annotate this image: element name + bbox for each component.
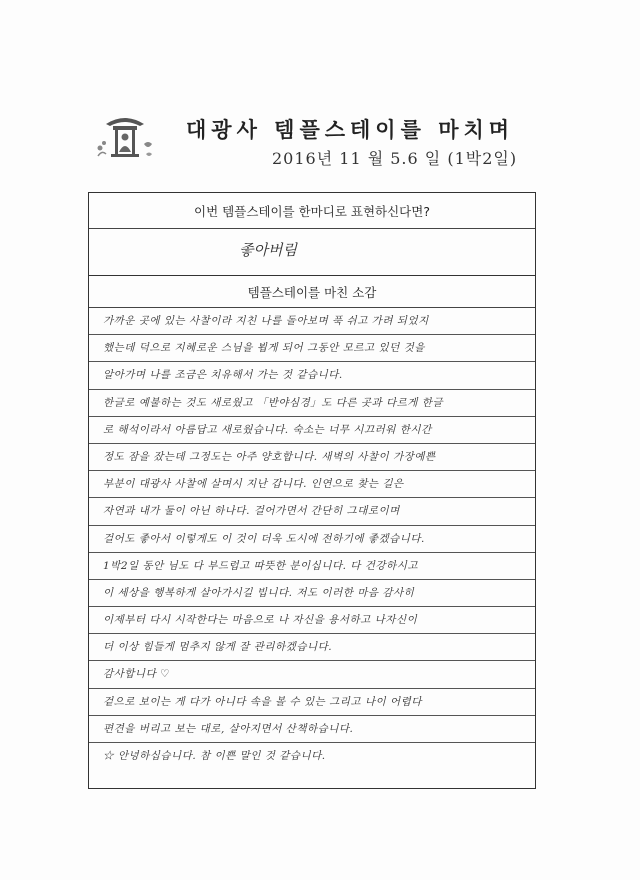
- reflection-line: 정도 잠을 잤는데 그정도는 아주 양호합니다. 새벽의 사찰이 가장예쁜: [89, 444, 535, 471]
- temple-logo: [94, 110, 156, 166]
- reflection-line: 편견을 버리고 보는 대로, 살아지면서 산책하습니다.: [89, 716, 535, 743]
- reflection-line: 한글로 예불하는 것도 새로웠고 「반야심경」도 다른 곳과 다르게 한글: [89, 390, 535, 417]
- reflection-line: 감사합니다 ♡: [89, 661, 535, 688]
- reflection-line: 자연과 내가 둘이 아닌 하나다. 걸어가면서 간단히 그대로이며: [89, 498, 535, 525]
- reflection-line: 이 세상을 행복하게 살아가시길 빕니다. 저도 이러한 마음 감사히: [89, 580, 535, 607]
- reflection-line: ☆ 안녕하십습니다. 참 이쁜 말인 것 같습니다.: [103, 750, 326, 762]
- answer-text: 좋아버림: [239, 241, 297, 259]
- question-label: 이번 템플스테이를 한마디로 표현하신다면?: [89, 193, 535, 229]
- reflection-label: 템플스테이를 마친 소감: [89, 276, 535, 308]
- reflection-line: 걸어도 좋아서 이렇게도 이 것이 더욱 도시에 전하기에 좋겠습니다.: [89, 526, 535, 553]
- stay-date: 2016년 11 월 5.6 일 (1박2일): [272, 149, 518, 168]
- reflection-line: 겉으로 보이는 게 다가 아니다 속을 볼 수 있는 그리고 나이 어렵다: [89, 689, 535, 716]
- answer-field: [89, 229, 535, 276]
- reflection-line: 로 해석이라서 아름답고 새로웠습니다. 숙소는 너무 시끄러워 한시간: [89, 417, 535, 444]
- page-title: 대광사 템플스테이를 마치며: [186, 118, 515, 142]
- reflection-lines: [89, 308, 535, 770]
- reflection-line: 알아가며 나를 조금은 치유해서 가는 것 같습니다.: [89, 362, 535, 389]
- reflection-line: 1박2일 동안 님도 다 부드럽고 따뜻한 분이십니다. 다 건강하시고: [89, 553, 535, 580]
- reflection-line: 이제부터 다시 시작한다는 마음으로 나 자신을 용서하고 나자신이: [89, 607, 535, 634]
- reflection-line: 가까운 곳에 있는 사찰이라 지친 나를 돌아보며 푹 쉬고 가려 되었지: [89, 308, 535, 335]
- reflection-line: 더 이상 힘들게 멈추지 않게 잘 관리하겠습니다.: [89, 634, 535, 661]
- reflection-line: 했는데 덕으로 지혜로운 스님을 뵙게 되어 그동안 모르고 있던 것을: [89, 335, 535, 362]
- feedback-form: [88, 192, 536, 789]
- reflection-line: 부분이 대광사 사찰에 살며시 지난 갑니다. 인연으로 찾는 길은: [89, 471, 535, 498]
